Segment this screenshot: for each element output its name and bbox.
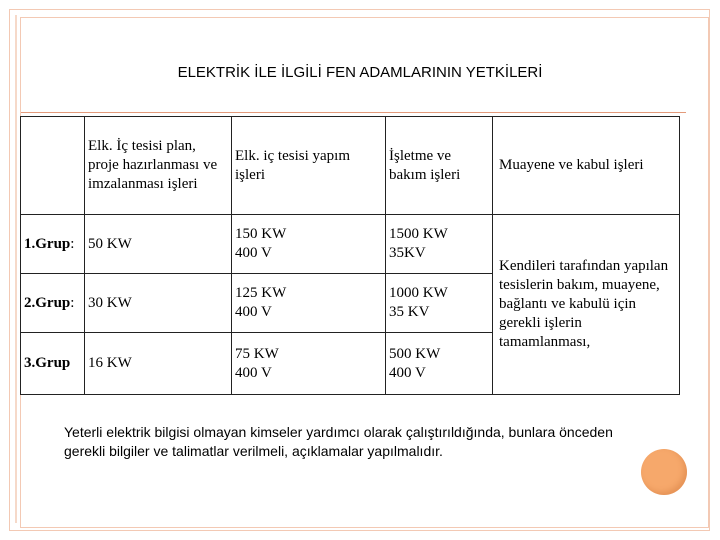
header-cell-project: Elk. İç tesisi plan, proje hazırlanması ve imzalanması işleri	[85, 117, 232, 215]
construction-cell	[232, 215, 386, 274]
operation-cell	[386, 333, 493, 395]
inspection-cell	[493, 215, 680, 395]
construction-cell	[232, 333, 386, 395]
group-suffix: :	[70, 294, 75, 311]
project-cell: 16 KW	[85, 333, 232, 395]
construction-cell	[232, 274, 386, 333]
table-row	[21, 215, 680, 274]
group-cell	[21, 333, 85, 395]
header-cell-inspection: Muayene ve kabul işleri	[493, 117, 680, 215]
page-title: ELEKTRİK İLE İLGİLİ FEN ADAMLARININ YETKİLERİ	[177, 64, 543, 81]
group-cell	[21, 274, 85, 333]
group-suffix: :	[70, 235, 75, 252]
header-cell-operation: İşletme ve bakım işleri	[386, 117, 493, 215]
title-divider	[21, 112, 686, 113]
decorative-circle	[641, 449, 687, 495]
operation-power: 1500 KW	[389, 226, 448, 242]
inspection-text: Kendileri tarafından yapılan tesislerin bakım, muayene, bağlantı ve kabulü için gerekli işlerin tamamlanması,	[499, 258, 669, 350]
table-header-row	[21, 117, 680, 215]
construction-power: 150 KW	[235, 226, 287, 242]
project-cell: 30 KW	[85, 274, 232, 333]
note-paragraph: Yeterli elektrik bilgisi olmayan kimseler yardımcı olarak çalıştırıldığında, bunlara önceden gerekli bilgiler ve talimatlar verilmeli, açıklamalar yapılmalıdır.	[64, 424, 613, 459]
group-label: 2.Grup	[24, 294, 71, 311]
operation-power: 500 KW	[389, 345, 441, 362]
operation-cell	[386, 215, 493, 274]
operation-voltage: 400 V	[389, 364, 426, 381]
operation-power: 1000 KW	[389, 285, 448, 301]
construction-voltage: 400 V	[235, 364, 272, 381]
project-cell: 50 KW	[85, 215, 232, 274]
operation-cell	[386, 274, 493, 333]
operation-voltage: 35 KV	[389, 304, 430, 320]
header-cell-empty	[21, 117, 85, 215]
construction-power: 125 KW	[235, 285, 287, 301]
group-label: 3.Grup	[24, 355, 71, 371]
operation-voltage: 35KV	[389, 245, 426, 261]
header-cell-construction: Elk. iç tesisi yapım işleri	[232, 117, 386, 215]
construction-power: 75 KW	[235, 345, 279, 362]
construction-voltage: 400 V	[235, 304, 272, 320]
group-label: 1.Grup	[24, 235, 71, 252]
authority-table	[20, 116, 680, 395]
group-cell	[21, 215, 85, 274]
construction-voltage: 400 V	[235, 245, 272, 261]
